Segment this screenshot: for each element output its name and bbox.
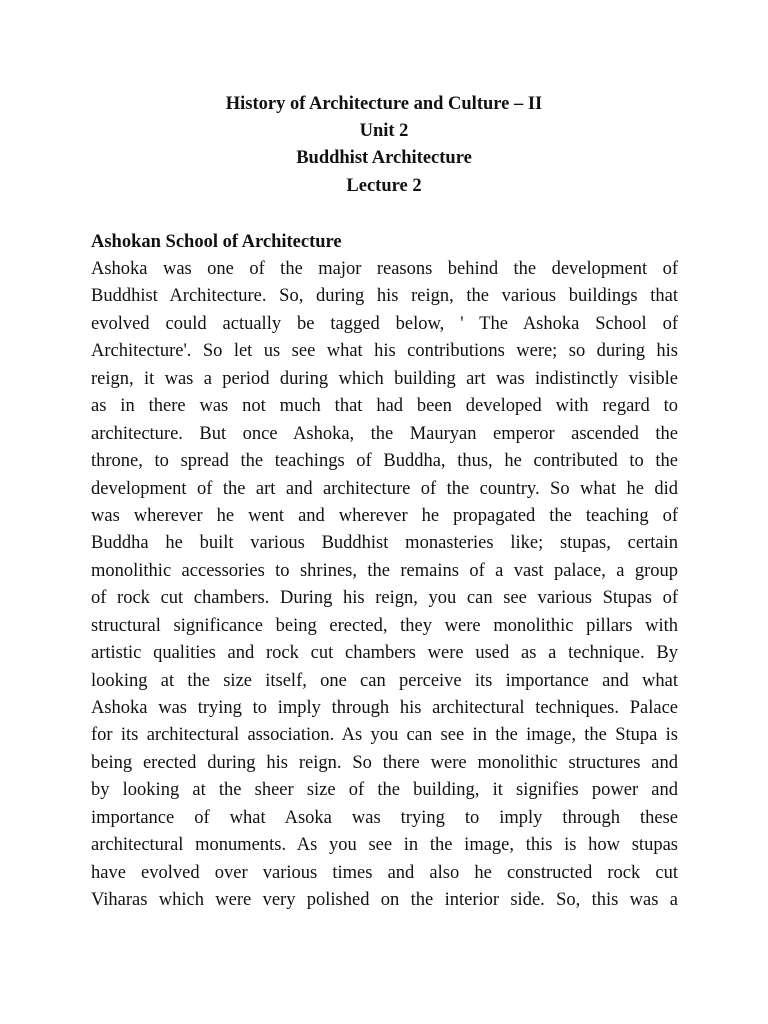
- paragraph-line: being erected during his reign. So there were monolithic structures and: [91, 752, 678, 773]
- topic-title: Buddhist Architecture: [296, 148, 472, 169]
- lecture-header: [0, 91, 768, 200]
- paragraph-line: have evolved over various times and also he constructed rock cut: [91, 862, 678, 883]
- paragraph-line: looking at the size itself, one can perceive its importance and what: [91, 670, 678, 691]
- unit-label: Unit 2: [359, 121, 409, 142]
- paragraph-line: Viharas which were very polished on the interior side. So, this was a: [91, 890, 678, 911]
- paragraph-line: artistic qualities and rock cut chambers were used as a technique. By: [91, 643, 678, 664]
- paragraph-line: monolithic accessories to shrines, the remains of a vast palace, a group: [91, 560, 678, 581]
- paragraph-line: Buddha he built various Buddhist monasteries like; stupas, certain: [91, 533, 678, 554]
- paragraph-line: as in there was not much that had been developed with regard to: [91, 396, 678, 417]
- paragraph-line: Ashoka was one of the major reasons behind the development of: [91, 259, 678, 279]
- paragraph-line: for its architectural association. As you can see in the image, the Stupa is: [91, 725, 678, 746]
- paragraph-line: Buddhist Architecture. So, during his reign, the various buildings that: [91, 286, 678, 307]
- paragraph-line: architecture. But once Ashoka, the Mauryan emperor ascended the: [91, 423, 678, 444]
- paragraph-line: Architecture'. So let us see what his contributions were; so during his: [91, 341, 678, 362]
- paragraph-line: development of the art and architecture of the country. So what he did: [91, 478, 678, 499]
- paragraph-line: Ashoka was trying to imply through his architectural techniques. Palace: [91, 698, 678, 718]
- paragraph-line: architectural monuments. As you see in the image, this is how stupas: [91, 835, 678, 856]
- paragraph-line: by looking at the sheer size of the building, it signifies power and: [91, 780, 678, 801]
- paragraph-line: of rock cut chambers. During his reign, you can see various Stupas of: [91, 588, 678, 609]
- body-paragraph: [91, 256, 678, 915]
- paragraph-line: throne, to spread the teachings of Buddha, thus, he contributed to the: [91, 451, 678, 472]
- paragraph-line: structural significance being erected, they were monolithic pillars with: [91, 615, 678, 636]
- paragraph-line: importance of what Asoka was trying to imply through these: [91, 807, 678, 828]
- paragraph-line: reign, it was a period during which building art was indistinctly visible: [91, 368, 678, 389]
- course-title: History of Architecture and Culture – II: [225, 94, 543, 114]
- section-heading: Ashokan School of Architecture: [91, 232, 342, 252]
- paragraph-line: evolved could actually be tagged below, ' The Ashoka School of: [91, 313, 678, 334]
- paragraph-line: was wherever he went and wherever he propagated the teaching of: [91, 505, 678, 526]
- lecture-label: Lecture 2: [346, 175, 422, 196]
